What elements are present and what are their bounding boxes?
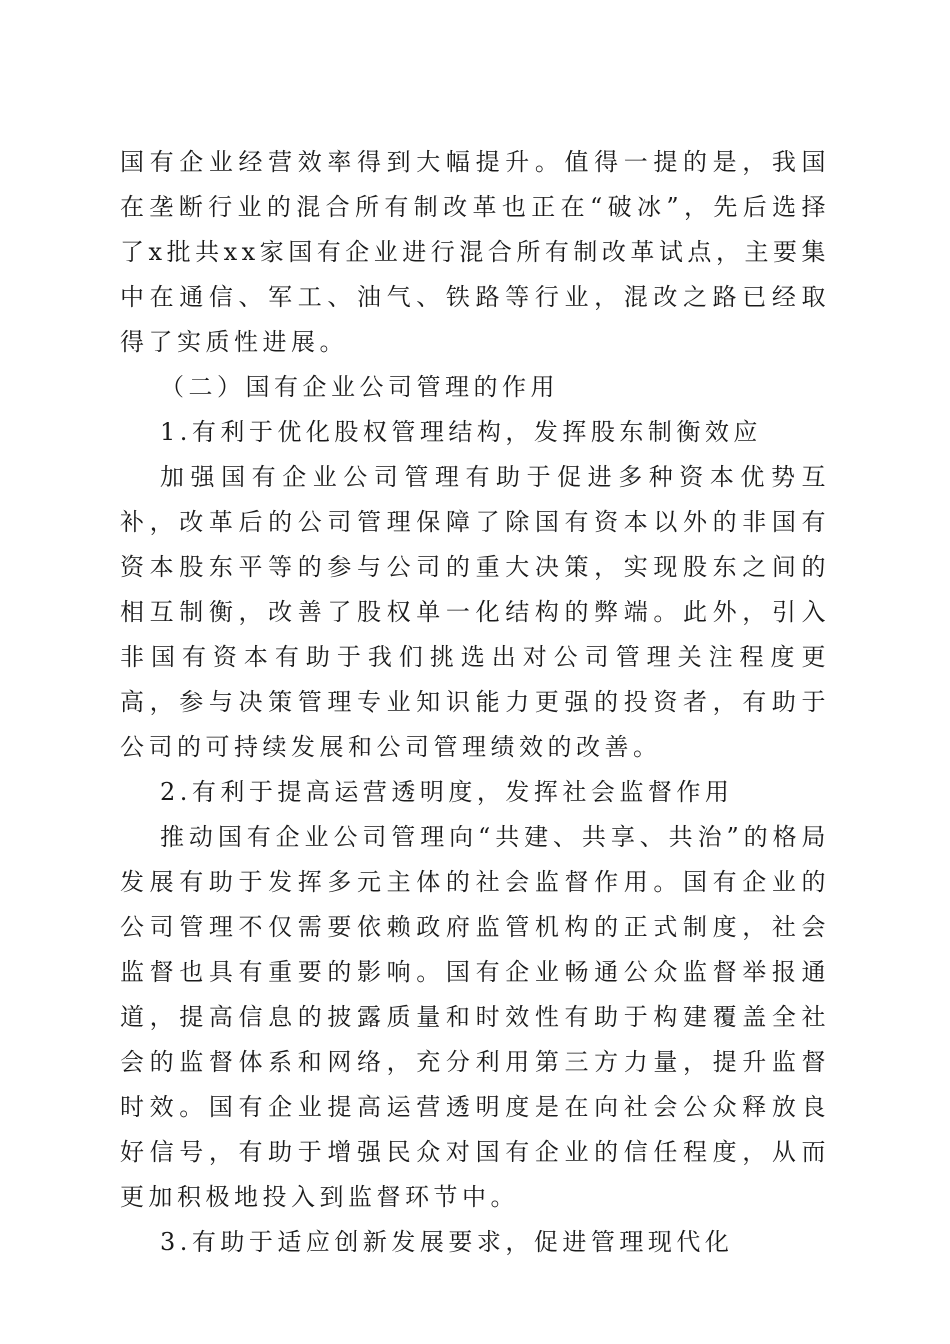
paragraph-continued: 国有企业经营效率得到大幅提升。值得一提的是，我国在垄断行业的混合所有制改革也正在“破冰”，先后选择了x批共xx家国有企业进行混合所有制改革试点，主要集中在通信、军工、油气、铁路等行业，混改之路已经取得了实质性进展。 bbox=[120, 148, 830, 356]
document-body bbox=[120, 140, 830, 1265]
paragraph-transparency: 推动国有企业公司管理向“共建、共享、共治”的格局发展有助于发挥多元主体的社会监督作用。国有企业的公司管理不仅需要依赖政府监管机构的正式制度，社会监督也具有重要的影响。国有企业畅通公众监督举报通道，提高信息的披露质量和时效性有助于构建覆盖全社会的监督体系和网络，充分利用第三方力量，提升监督时效。国有企业提高运营透明度是在向社会公众释放良好信号，有助于增强民众对国有企业的信任程度，从而更加积极地投入到监督环节中。 bbox=[120, 823, 830, 1211]
item-heading-2: 2.有利于提高运营透明度，发挥社会监督作用 bbox=[160, 778, 734, 806]
item-heading-3: 3.有助于适应创新发展要求，促进管理现代化 bbox=[160, 1228, 734, 1256]
paragraph-equity-structure: 加强国有企业公司管理有助于促进多种资本优势互补，改革后的公司管理保障了除国有资本以外的非国有资本股东平等的参与公司的重大决策，实现股东之间的相互制衡，改善了股权单一化结构的弊端。此外，引入非国有资本有助于我们挑选出对公司管理关注程度更高，参与决策管理专业知识能力更强的投资者，有助于公司的可持续发展和公司管理绩效的改善。 bbox=[120, 463, 830, 761]
item-heading-1: 1.有利于优化股权管理结构，发挥股东制衡效应 bbox=[160, 418, 762, 446]
section-heading: （二）国有企业公司管理的作用 bbox=[160, 373, 559, 401]
